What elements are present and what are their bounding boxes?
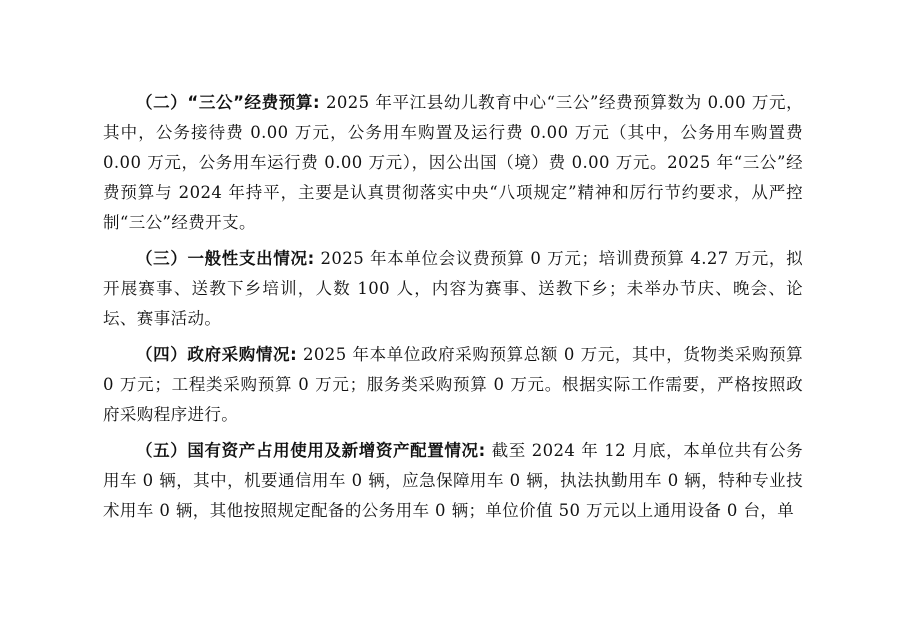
paragraph-heading: （二）“三公”经费预算: (136, 93, 321, 112)
paragraph-general-expenditure (103, 244, 803, 334)
paragraph-san-gong-budget (103, 88, 803, 238)
paragraph-government-procurement (103, 340, 803, 430)
paragraph-heading: （四）政府采购情况: (136, 345, 298, 364)
paragraph-text: 截至 2024 年 12 月底，本单位共有公务用车 0 辆，其中，机要通信用车 0 辆，应急保障用车 0 辆，执法执勤用车 0 辆，特种专业技术用车 0 辆，其他按照规定配备的公务用车 0 辆；单位价值 50 万元以上通用设备 0 台，单 (103, 441, 803, 520)
paragraph-heading: （五）国有资产占用使用及新增资产配置情况: (136, 441, 486, 460)
paragraph-text: 2025 年本单位政府采购预算总额 0 万元，其中，货物类采购预算 0 万元；工程类采购预算 0 万元；服务类采购预算 0 万元。根据实际工作需要，严格按照政府采购程序进行。 (103, 345, 803, 424)
paragraph-text: 2025 年平江县幼儿教育中心“三公”经费预算数为 0.00 万元，其中，公务接待费 0.00 万元，公务用车购置及运行费 0.00 万元（其中，公务用车购置费 0.00 万元，公务用车运行费 0.00 万元），因公出国（境）费 0.00 万元。2025 年“三公”经费预算与 2024 年持平，主要是认真贯彻落实中央“八项规定”精神和厉行节约要求，从严控制“三公”经费开支。 (103, 93, 803, 232)
paragraph-state-assets (103, 436, 803, 526)
paragraph-heading: （三）一般性支出情况: (136, 249, 315, 268)
document-body (103, 88, 803, 532)
paragraph-text: 2025 年本单位会议费预算 0 万元；培训费预算 4.27 万元，拟开展赛事、送教下乡培训，人数 100 人，内容为赛事、送教下乡；未举办节庆、晚会、论坛、赛事活动。 (103, 249, 803, 328)
